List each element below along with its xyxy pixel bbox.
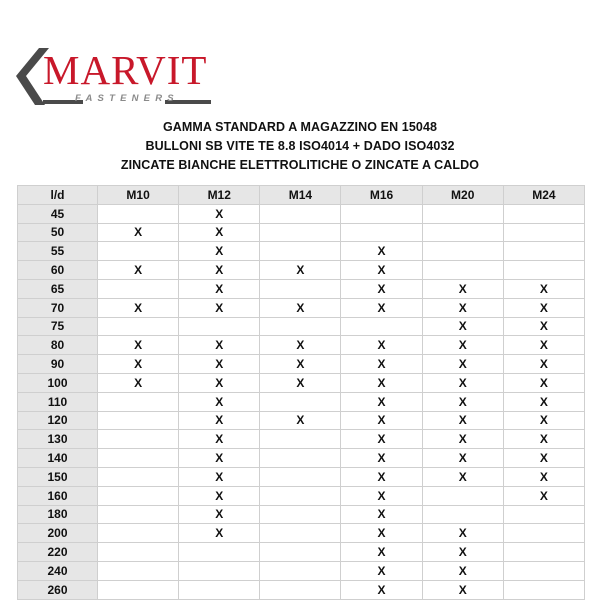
availability-cell: X (179, 279, 260, 298)
table-row (18, 223, 585, 242)
availability-cell: X (179, 355, 260, 374)
availability-cell: X (98, 355, 179, 374)
availability-cell: X (98, 223, 179, 242)
column-header-m24: M24 (503, 186, 584, 205)
table-row (18, 505, 585, 524)
availability-cell (422, 204, 503, 223)
availability-cell (422, 486, 503, 505)
availability-cell: X (98, 373, 179, 392)
row-header-length: 260 (18, 580, 98, 599)
availability-cell: X (341, 561, 422, 580)
availability-cell (341, 223, 422, 242)
availability-cell: X (503, 336, 584, 355)
availability-cell: X (422, 430, 503, 449)
availability-cell: X (179, 449, 260, 468)
row-header-length: 180 (18, 505, 98, 524)
availability-cell: X (179, 298, 260, 317)
row-header-length: 110 (18, 392, 98, 411)
table-row (18, 204, 585, 223)
row-header-length: 120 (18, 411, 98, 430)
table-body (18, 204, 585, 599)
availability-cell (98, 392, 179, 411)
table-row (18, 392, 585, 411)
availability-cell: X (503, 486, 584, 505)
column-header-m14: M14 (260, 186, 341, 205)
availability-cell: X (341, 486, 422, 505)
availability-cell (260, 317, 341, 336)
row-header-length: 130 (18, 430, 98, 449)
availability-cell: X (422, 392, 503, 411)
availability-table (17, 185, 585, 600)
heading-line-1: GAMMA STANDARD A MAGAZZINO EN 15048 (162, 120, 438, 134)
availability-cell: X (179, 373, 260, 392)
availability-cell: X (341, 430, 422, 449)
availability-cell: X (179, 392, 260, 411)
availability-cell (98, 317, 179, 336)
availability-cell (260, 580, 341, 599)
table-row (18, 336, 585, 355)
row-header-length: 80 (18, 336, 98, 355)
availability-cell: X (341, 543, 422, 562)
availability-cell (179, 580, 260, 599)
availability-cell: X (260, 261, 341, 280)
availability-cell (260, 543, 341, 562)
availability-cell: X (503, 467, 584, 486)
availability-cell: X (341, 279, 422, 298)
column-header-m12: M12 (179, 186, 260, 205)
availability-cell: X (260, 298, 341, 317)
availability-cell (260, 505, 341, 524)
availability-cell: X (422, 580, 503, 599)
heading-line-3: ZINCATE BIANCHE ELETTROLITICHE O ZINCATE A CALDO (120, 158, 480, 172)
row-header-length: 60 (18, 261, 98, 280)
availability-cell: X (341, 261, 422, 280)
availability-cell (98, 430, 179, 449)
availability-cell: X (503, 392, 584, 411)
brand-name: MARVIT (43, 47, 208, 93)
row-header-length: 70 (18, 298, 98, 317)
availability-cell: X (179, 242, 260, 261)
availability-cell (503, 505, 584, 524)
availability-cell (98, 486, 179, 505)
availability-cell: X (341, 411, 422, 430)
row-header-length: 50 (18, 223, 98, 242)
table-row (18, 524, 585, 543)
availability-cell: X (341, 580, 422, 599)
table-row (18, 580, 585, 599)
row-header-length: 55 (18, 242, 98, 261)
table-row (18, 279, 585, 298)
availability-cell: X (179, 261, 260, 280)
availability-cell: X (341, 355, 422, 374)
availability-cell: X (503, 298, 584, 317)
column-header-length-diameter: l/d (18, 186, 98, 205)
availability-cell (422, 261, 503, 280)
availability-cell: X (341, 392, 422, 411)
availability-cell: X (98, 261, 179, 280)
column-header-m16: M16 (341, 186, 422, 205)
availability-cell (341, 204, 422, 223)
row-header-length: 220 (18, 543, 98, 562)
availability-cell (98, 467, 179, 486)
availability-cell (260, 486, 341, 505)
availability-cell (260, 223, 341, 242)
table-row (18, 486, 585, 505)
availability-cell (422, 242, 503, 261)
table-row (18, 298, 585, 317)
availability-cell (98, 543, 179, 562)
availability-cell: X (179, 467, 260, 486)
row-header-length: 45 (18, 204, 98, 223)
availability-cell (503, 242, 584, 261)
availability-cell (98, 279, 179, 298)
availability-cell: X (341, 449, 422, 468)
availability-cell: X (98, 298, 179, 317)
availability-cell: X (341, 467, 422, 486)
row-header-length: 100 (18, 373, 98, 392)
availability-cell: X (503, 430, 584, 449)
availability-cell: X (260, 373, 341, 392)
availability-cell: X (179, 486, 260, 505)
availability-cell: X (503, 411, 584, 430)
availability-cell (260, 467, 341, 486)
availability-cell (179, 543, 260, 562)
table-row (18, 411, 585, 430)
availability-cell: X (422, 467, 503, 486)
availability-cell (503, 223, 584, 242)
availability-cell (260, 279, 341, 298)
availability-cell (179, 317, 260, 336)
availability-cell: X (179, 524, 260, 543)
availability-cell: X (341, 242, 422, 261)
availability-cell: X (422, 411, 503, 430)
row-header-length: 90 (18, 355, 98, 374)
availability-cell: X (341, 524, 422, 543)
availability-cell (422, 223, 503, 242)
brand-subtitle: FASTENERS (75, 93, 179, 104)
availability-cell (503, 543, 584, 562)
availability-cell (98, 505, 179, 524)
row-header-length: 140 (18, 449, 98, 468)
availability-cell: X (503, 279, 584, 298)
availability-cell (98, 204, 179, 223)
availability-cell (98, 449, 179, 468)
availability-cell: X (179, 223, 260, 242)
row-header-length: 150 (18, 467, 98, 486)
availability-cell: X (422, 449, 503, 468)
availability-cell: X (260, 411, 341, 430)
availability-cell (98, 561, 179, 580)
availability-cell: X (422, 373, 503, 392)
availability-cell: X (422, 355, 503, 374)
availability-cell: X (179, 204, 260, 223)
availability-cell: X (503, 317, 584, 336)
availability-cell: X (341, 373, 422, 392)
availability-cell (503, 561, 584, 580)
table-header-row (18, 186, 585, 205)
availability-cell (260, 449, 341, 468)
availability-cell (98, 411, 179, 430)
column-header-m20: M20 (422, 186, 503, 205)
availability-cell (503, 580, 584, 599)
availability-cell: X (179, 336, 260, 355)
document-headings (0, 118, 600, 175)
row-header-length: 200 (18, 524, 98, 543)
availability-cell: X (179, 505, 260, 524)
availability-cell (98, 524, 179, 543)
table-row (18, 467, 585, 486)
availability-cell: X (341, 298, 422, 317)
availability-cell (260, 242, 341, 261)
row-header-length: 65 (18, 279, 98, 298)
table-row (18, 449, 585, 468)
availability-cell: X (179, 411, 260, 430)
availability-cell: X (98, 336, 179, 355)
table-row (18, 373, 585, 392)
table-row (18, 355, 585, 374)
availability-cell (260, 392, 341, 411)
availability-cell: X (503, 355, 584, 374)
availability-cell: X (179, 430, 260, 449)
availability-cell: X (260, 336, 341, 355)
availability-cell: X (503, 373, 584, 392)
availability-cell: X (422, 336, 503, 355)
table-row (18, 543, 585, 562)
availability-cell: X (422, 561, 503, 580)
availability-cell (503, 204, 584, 223)
table-row (18, 261, 585, 280)
table-row (18, 430, 585, 449)
availability-cell: X (341, 336, 422, 355)
availability-cell: X (260, 355, 341, 374)
availability-cell (179, 561, 260, 580)
availability-cell (503, 524, 584, 543)
row-header-length: 160 (18, 486, 98, 505)
availability-cell (260, 204, 341, 223)
availability-cell (260, 430, 341, 449)
table-row (18, 561, 585, 580)
availability-cell: X (422, 543, 503, 562)
availability-cell (260, 524, 341, 543)
availability-cell (503, 261, 584, 280)
heading-line-2: BULLONI SB VITE TE 8.8 ISO4014 + DADO ISO4032 (145, 139, 455, 153)
availability-cell: X (422, 317, 503, 336)
availability-cell (422, 505, 503, 524)
availability-cell (98, 242, 179, 261)
column-header-m10: M10 (98, 186, 179, 205)
availability-cell: X (503, 449, 584, 468)
row-header-length: 240 (18, 561, 98, 580)
marvit-logo (15, 44, 220, 112)
table-row (18, 242, 585, 261)
availability-cell: X (422, 279, 503, 298)
availability-cell (341, 317, 422, 336)
availability-cell: X (422, 298, 503, 317)
availability-cell (260, 561, 341, 580)
availability-cell: X (422, 524, 503, 543)
availability-cell: X (341, 505, 422, 524)
availability-cell (98, 580, 179, 599)
row-header-length: 75 (18, 317, 98, 336)
table-row (18, 317, 585, 336)
